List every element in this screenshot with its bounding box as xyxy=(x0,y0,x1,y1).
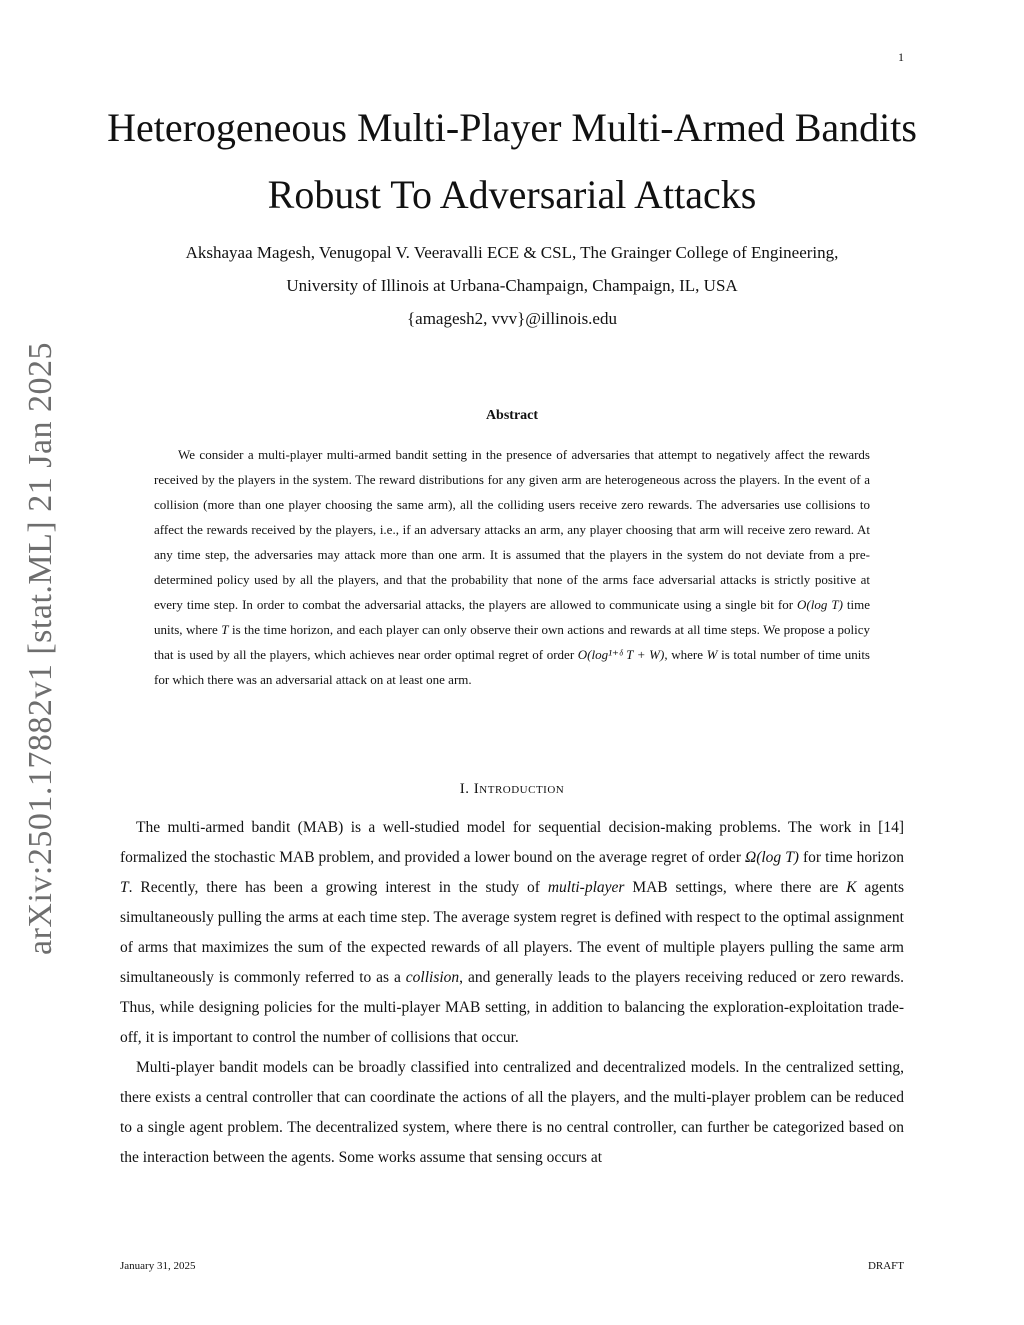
body-text: for time horizon xyxy=(798,849,904,866)
abstract-text: time units, where xyxy=(154,597,870,637)
abstract-text: is total number of time units for which there was an adversarial attack on at least one arm. xyxy=(154,647,870,687)
math-inline: T xyxy=(120,879,129,896)
abstract-text: We consider a multi-player multi-armed bandit setting in the presence of adversaries that attempt to negatively affect the rewards received by the players in the system. The reward distributions for any given arm are heterogeneous across the players. In the event of a collision (more than one player choosing the same arm), all the colliding users receive zero rewards. The adversaries use collisions to affect the rewards received by the players, i.e., if an adversary attacks an arm, any player choosing that arm will receive zero reward. At any time step, the adversaries may attack more than one arm. It is assumed that the players in the system do not deviate from a pre-determined policy used by all the players, and that the probability that none of the arms face adversarial attacks is strictly positive at every time step. In order to combat the adversarial attacks, the players are allowed to communicate using a single bit for xyxy=(154,447,870,612)
page-number: 1 xyxy=(898,50,904,64)
author-affiliation: University of Illinois at Urbana-Champaign, Champaign, IL, USA xyxy=(286,276,738,295)
math-inline: K xyxy=(846,879,857,896)
author-emails: {amagesh2, vvv}@illinois.edu xyxy=(407,309,617,328)
section-number: I. xyxy=(459,781,470,797)
footer-status: DRAFT xyxy=(867,1260,904,1272)
emphasis: collision xyxy=(405,969,460,986)
section-heading xyxy=(100,781,924,798)
body-text: agents simultaneously pulling the arms at each time step. The average system regret is defined with respect to the optimal assignment of arms that maximizes the sum of the expected rewards of all players. The event of multiple players pulling the same arm simultaneously is commonly referred to as a xyxy=(120,879,904,986)
body-text: , and generally leads to the players receiving reduced or zero rewards. Thus, while designing policies for the multi-player MAB setting, in addition to balancing the exploration-exploitation trade-off, it is important to control the number of collisions that occur. xyxy=(120,969,904,1046)
abstract-text: , where xyxy=(664,647,707,662)
author-block xyxy=(100,236,924,335)
introduction-body xyxy=(120,813,904,1173)
paper-title: Heterogeneous Multi-Player Multi-Armed Bandits Robust To Adversarial Attacks xyxy=(107,105,917,217)
abstract-heading: Abstract xyxy=(485,408,539,423)
author-names: Akshayaa Magesh, Venugopal V. Veeravalli ECE & CSL, The Grainger College of Engineering, xyxy=(185,243,839,262)
math-inline: O(log T) xyxy=(797,597,843,612)
section-title: Introduction xyxy=(473,781,565,797)
body-text: . Recently, there has been a growing interest in the study of xyxy=(128,879,548,896)
math-inline: W xyxy=(706,647,718,662)
abstract-text: is the time horizon, and each player can only observe their own actions and rewards at all time steps. We propose a policy that is used by all the players, which achieves near order optimal regret of order xyxy=(154,622,870,662)
math-inline: Ω(log T) xyxy=(745,849,799,866)
body-text: MAB settings, where there are xyxy=(624,879,847,896)
body-text: The multi-armed bandit (MAB) is a well-studied model for sequential decision-making problems. The work in [14] formalized the stochastic MAB problem, and provided a lower bound on the average regret of order xyxy=(120,819,904,866)
arxiv-identifier: arXiv:2501.17882v1 [stat.ML] 21 Jan 2025 xyxy=(22,341,59,955)
abstract-body xyxy=(154,442,870,692)
emphasis: multi-player xyxy=(547,879,625,896)
paragraph xyxy=(120,813,904,1053)
math-inline: T xyxy=(221,622,229,637)
footer-date: January 31, 2025 xyxy=(120,1260,196,1272)
math-inline: O(log¹⁺ᵟ T + W) xyxy=(577,647,665,662)
paragraph: Multi-player bandit models can be broadly classified into centralized and decentralized models. In the centralized setting, there exists a central controller that can coordinate the actions of all the players, and the multi-player problem can be reduced to a single agent problem. The decentralized system, where there is no central controller, can further be categorized based on the interaction between the agents. Some works assume that sensing occurs at xyxy=(120,1059,904,1166)
